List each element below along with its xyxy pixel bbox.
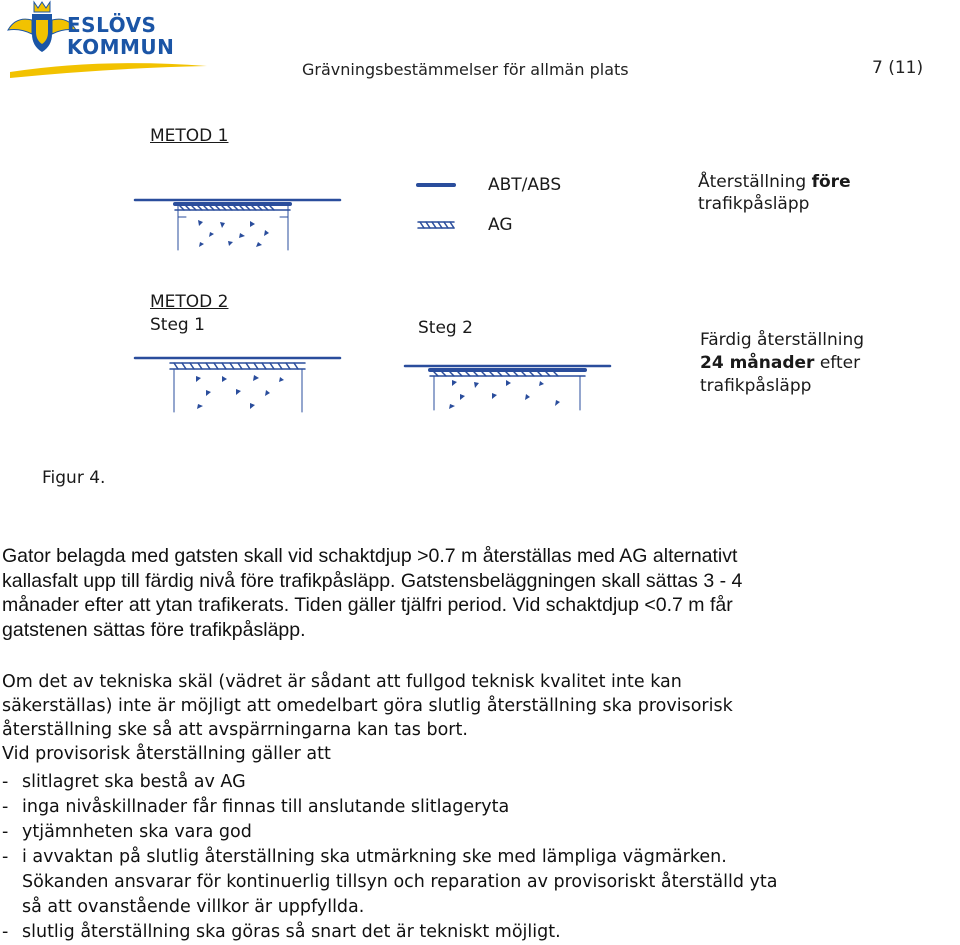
note-before-traffic-line1: Återställning före — [698, 172, 851, 192]
paragraph-gatsten — [2, 544, 942, 642]
p2-line2: säkerställas) inte är möjligt att omedelbart göra slutlig återställning ska provisorisk — [2, 696, 733, 716]
method2-step2-trench-diagram — [405, 366, 610, 410]
legend-ag-label: AG — [488, 215, 513, 235]
note-before-traffic-line2: trafikpåsläpp — [698, 194, 810, 214]
logo-text-line2: KOMMUN — [67, 35, 175, 59]
p2-line4: Vid provisorisk återställning gäller att — [2, 744, 331, 764]
note-final-line3: trafikpåsläpp — [700, 376, 812, 396]
p1-line3: månader efter att ytan trafikerats. Tiden gäller tjälfri period. Vid schaktdjup <0.7 m får — [2, 594, 733, 616]
logo-text-line1: ESLÖVS — [67, 13, 157, 37]
method2-label: METOD 2 — [150, 292, 229, 312]
figure-caption: Figur 4. — [42, 468, 106, 488]
figure-4-excavation-methods — [0, 100, 960, 520]
method2-step1-trench-diagram — [135, 358, 340, 412]
p1-line4: gatstenen sättas före trafikpåsläpp. — [2, 618, 306, 641]
eslovs-kommun-logo — [2, 0, 207, 80]
method1-label: METOD 1 — [150, 126, 229, 146]
p1-line1: Gator belagda med gatsten skall vid schaktdjup >0.7 m återställas med AG alternativt — [2, 545, 738, 567]
legend-ag-symbol — [418, 222, 454, 228]
step2-label: Steg 2 — [418, 318, 473, 338]
legend-abt-label: ABT/ABS — [488, 175, 562, 195]
note-final-line1: Färdig återställning — [700, 330, 865, 350]
p2-line3: återställning ske så att avspärrningarna kan tas bort. — [2, 720, 468, 740]
page-number: 7 (11) — [872, 58, 924, 78]
note-final-line2: 24 månader efter — [700, 353, 861, 373]
paragraph-provisional — [2, 670, 942, 766]
step1-label: Steg 1 — [150, 315, 205, 335]
document-title: Grävningsbestämmelser för allmän plats — [302, 60, 629, 79]
method1-trench-diagram — [135, 200, 340, 250]
p1-line2: kallasfalt upp till färdig nivå före trafikpåsläpp. Gatstensbeläggningen skall sättas 3 - 4 — [2, 569, 743, 592]
p2-line1: Om det av tekniska skäl (vädret är sådant att fullgod teknisk kvalitet inte kan — [2, 672, 682, 692]
method-diagrams — [0, 100, 960, 520]
